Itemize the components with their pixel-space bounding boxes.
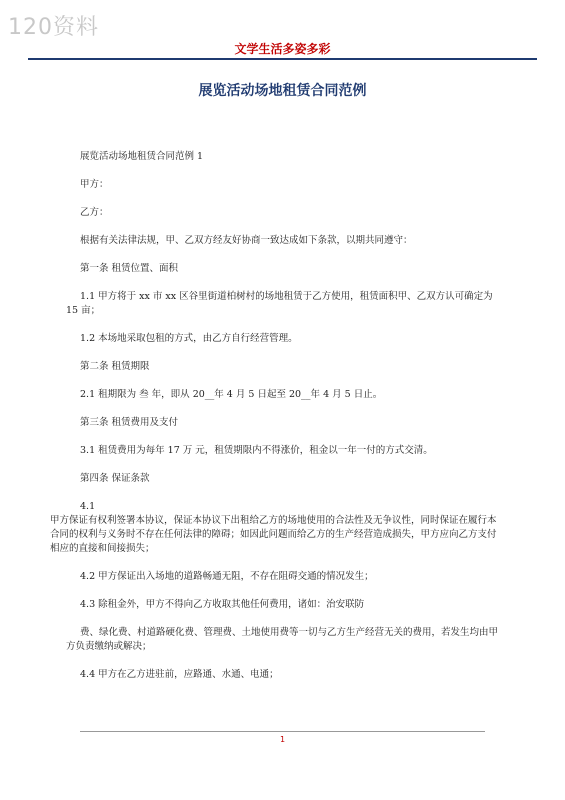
- clause-4-3-continued: 费、绿化费、村道路硬化费、管理费、土地使用费等一切与乙方生产经营无关的费用，若发生均由甲方负责缴纳或解决；: [66, 627, 499, 652]
- clause-4-1-text: 甲方保证有权利签署本协议，保证本协议下出租给乙方的场地使用的合法性及无争议性，同时保证在履行本合同的权利与义务时不存在任何法律的障碍；如因此问题而给乙方的生产经营造成损失，甲方应向乙方支付相应的直接和间接损失；: [50, 515, 497, 554]
- clause-1-2: 1.2 本场地采取包租的方式，由乙方自行经营管理。: [80, 333, 298, 344]
- watermark: 120资料: [8, 15, 99, 40]
- article-4-heading: 第四条 保证条款: [80, 473, 150, 484]
- article-1-heading: 第一条 租赁位置、面积: [80, 263, 179, 274]
- document-body: [50, 140, 501, 682]
- article-2-heading: 第二条 租赁期限: [80, 361, 150, 372]
- clause-4-4: 4.4 甲方在乙方进驻前，应路通、水通、电通；: [80, 669, 279, 680]
- clause-2-1: 2.1 租期限为 叁 年，即从 20__年 4 月 5 日起至 20__年 4 月 5 日止。: [80, 389, 383, 400]
- paragraph-preamble: 根据有关法律法规，甲、乙双方经友好协商一致达成如下条款，以期共同遵守：: [80, 235, 413, 246]
- clause-4-2: 4.2 甲方保证出入场地的道路畅通无阻，不存在阻碍交通的情况发生；: [80, 571, 374, 582]
- clause-1-1: 1.1 甲方将于 xx 市 xx 区谷里街道柏树村的场地租赁于乙方使用，租赁面积甲、乙双方认可确定为 15 亩；: [66, 291, 493, 316]
- clause-4-3: 4.3 除租金外，甲方不得向乙方收取其他任何费用，诸如：治安联防: [80, 599, 365, 610]
- document-title: 展览活动场地租赁合同范例: [198, 83, 367, 99]
- header-title: 文学生活多姿多彩: [234, 42, 331, 56]
- footer-divider: [80, 731, 485, 732]
- paragraph-subtitle: 展览活动场地租赁合同范例 1: [80, 151, 204, 162]
- paragraph-party-a: 甲方：: [80, 179, 109, 190]
- page-number: 1: [279, 735, 286, 744]
- clause-3-1: 3.1 租赁费用为每年 17 万 元，租赁期限内不得涨价，租金以一年一付的方式交清。: [80, 445, 433, 456]
- clause-4-1-number: 4.1: [80, 501, 96, 512]
- paragraph-party-b: 乙方：: [80, 207, 109, 218]
- article-3-heading: 第三条 租赁费用及支付: [80, 417, 179, 428]
- header-divider: [28, 58, 537, 60]
